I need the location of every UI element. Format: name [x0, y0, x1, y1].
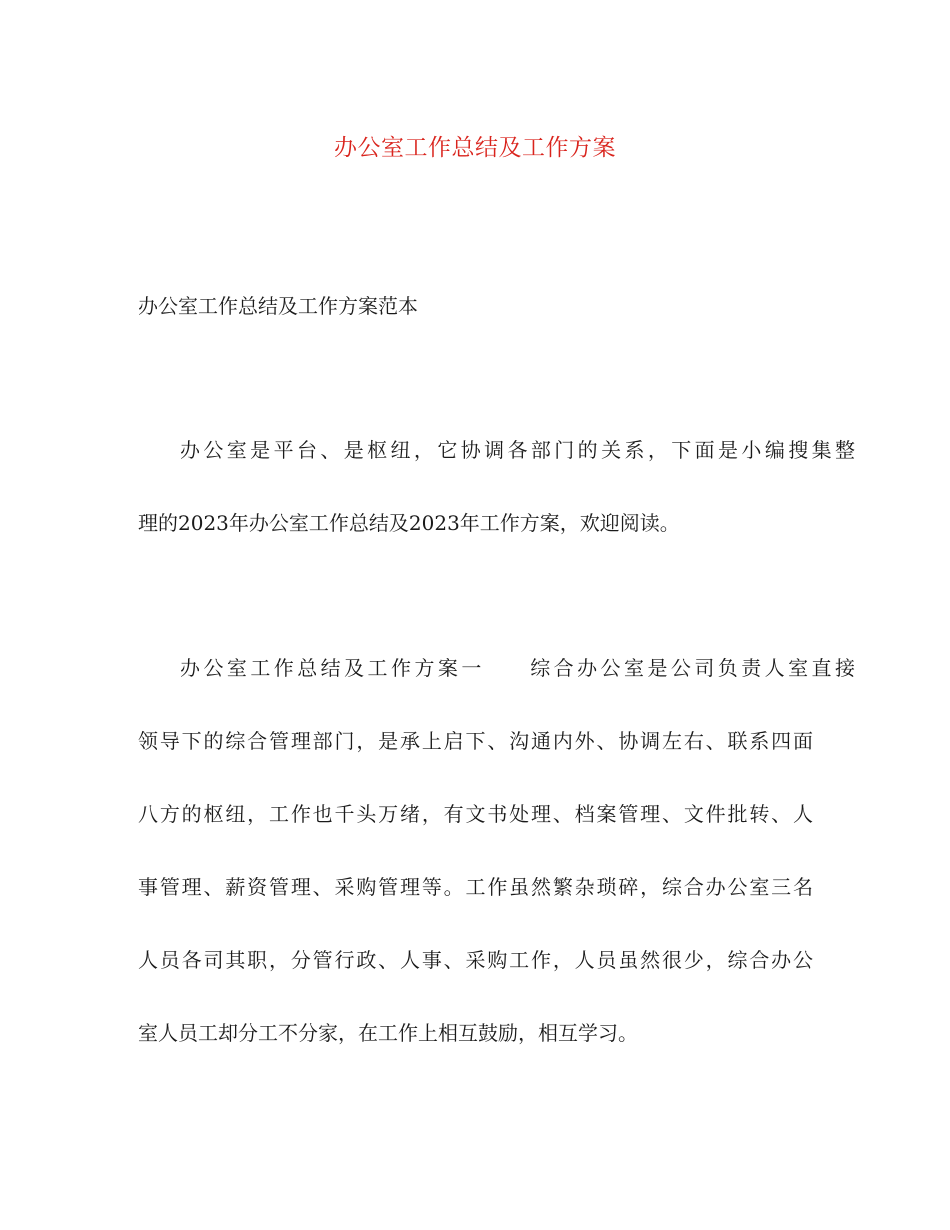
document-title: 办公室工作总结及工作方案 — [334, 135, 616, 161]
section-line-2: 领导下的综合管理部门，是承上启下、沟通内外、协调左右、联系四面 — [138, 729, 813, 753]
section-line-1: 综合办公室是公司负责人室直接 — [526, 656, 856, 680]
intro-line-1: 办公室是平台、是枢纽，它协调各部门的关系，下面是小编搜集整 — [180, 438, 855, 462]
section-line-5: 人员各司其职，分管行政、人事、采购工作，人员虽然很少，综合办公 — [138, 948, 813, 972]
section-first-line — [138, 650, 855, 686]
section-heading: 办公室工作总结及工作方案一 — [180, 656, 485, 680]
document-subtitle: 办公室工作总结及工作方案范本 — [138, 294, 418, 318]
section-line-3: 八方的枢纽，工作也千头万绪，有文书处理、档案管理、文件批转、人 — [138, 802, 813, 826]
section-line-6: 室人员工却分工不分家，在工作上相互鼓励，相互学习。 — [138, 1021, 638, 1045]
intro-line-2: 理的2023年办公室工作总结及2023年工作方案，欢迎阅读。 — [138, 511, 680, 535]
section-line-4: 事管理、薪资管理、采购管理等。工作虽然繁杂琐碎，综合办公室三名 — [138, 875, 813, 899]
